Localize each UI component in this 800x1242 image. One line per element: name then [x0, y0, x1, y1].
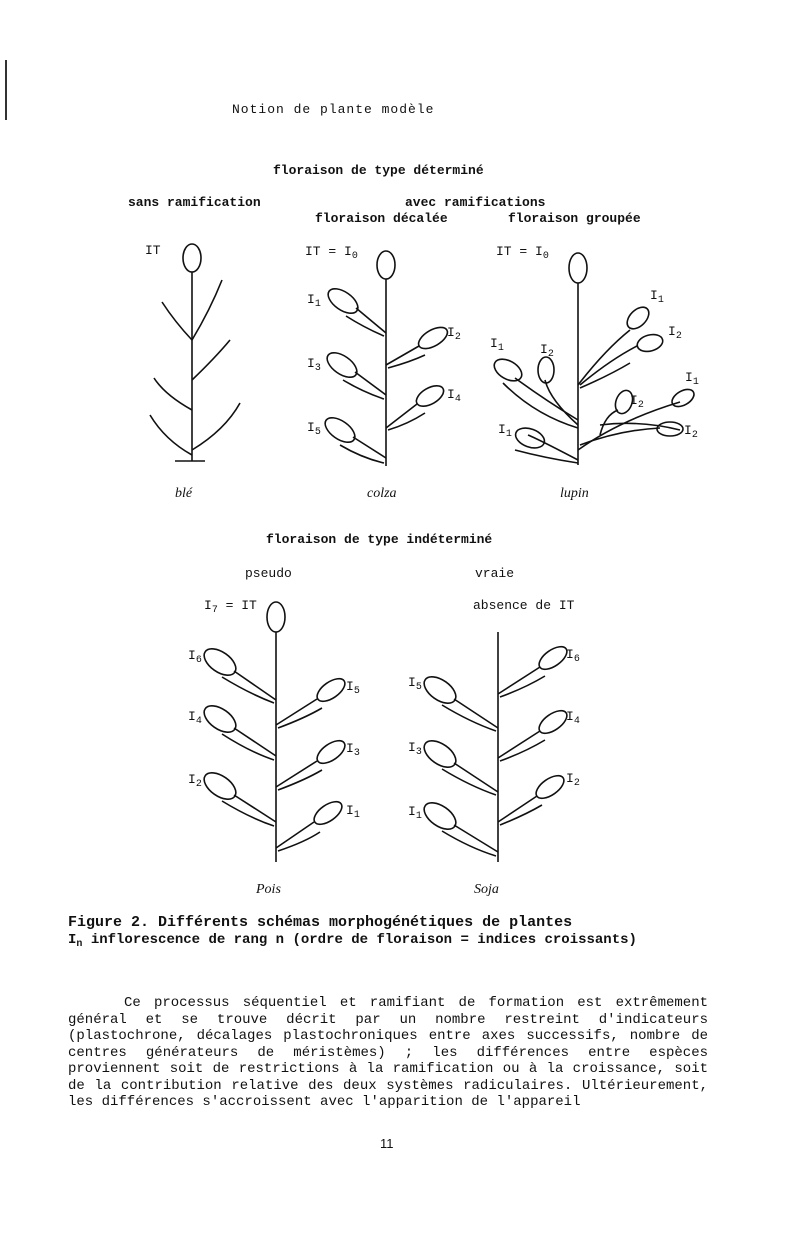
- ble-name: blé: [175, 486, 193, 501]
- pois-label-i2: $I_2$: [188, 772, 202, 790]
- colza-label-i5: $I_5$: [307, 420, 321, 438]
- lupin-name: lupin: [560, 486, 589, 501]
- lupin-label-i1a: $I_1$: [490, 336, 504, 354]
- pois-name: Pois: [256, 882, 281, 897]
- pois-label-i4: $I_4$: [188, 709, 202, 727]
- grouped-label: floraison groupée: [508, 211, 641, 226]
- ble-label-it: IT: [145, 243, 161, 258]
- lupin-label-i2d: $I_2$: [684, 423, 698, 441]
- pois-label-i5: $I_5$: [346, 679, 360, 697]
- soja-top-label: absence de IT: [473, 598, 575, 613]
- pois-label-i6: $I_6$: [188, 648, 202, 666]
- lupin-label-i2a: $I_2$: [540, 342, 554, 360]
- pseudo-label: pseudo: [245, 566, 292, 581]
- pois-label-i3: $I_3$: [346, 741, 360, 759]
- figure-caption-title: Figure 2. Différents schémas morphogénétiques de plantes: [68, 914, 573, 931]
- soja-plant: [420, 632, 571, 862]
- ble-plant: [150, 244, 240, 461]
- colza-plant: [321, 251, 451, 466]
- pois-label-i1: $I_1$: [346, 803, 360, 821]
- colza-label-top: IT = $I_0$: [305, 244, 358, 262]
- pois-top-label: $I_7$ = IT: [204, 598, 257, 616]
- lupin-label-i1d: $I_1$: [498, 422, 512, 440]
- lupin-label-i2c: $I_2$: [630, 393, 644, 411]
- soja-label-i3: $I_3$: [408, 740, 422, 758]
- soja-label-i5: $I_5$: [408, 675, 422, 693]
- soja-label-i2: $I_2$: [566, 771, 580, 789]
- lupin-label-i2b: $I_2$: [668, 324, 682, 342]
- figure-caption-line2: $I_n$ inflorescence de rang n (ordre de floraison = indices croissants): [68, 932, 637, 950]
- no-branch-label: sans ramification: [128, 195, 261, 210]
- soja-label-i4: $I_4$: [566, 709, 580, 727]
- colza-name: colza: [367, 486, 397, 501]
- soja-name: Soja: [474, 882, 499, 897]
- staggered-label: floraison décalée: [315, 211, 448, 226]
- lupin-plant: [491, 253, 697, 465]
- lupin-label-top: IT = $I_0$: [496, 244, 549, 262]
- colza-label-i4: $I_4$: [447, 387, 461, 405]
- pois-plant: [200, 602, 349, 862]
- lupin-label-i1c: $I_1$: [685, 370, 699, 388]
- with-branch-label: avec ramifications: [405, 195, 546, 210]
- colza-label-i1: $I_1$: [307, 292, 321, 310]
- caption-line2-text: inflorescence de rang n (ordre de floraison = indices croissants): [90, 932, 637, 948]
- indeterminate-title: floraison de type indéterminé: [266, 532, 493, 547]
- true-type-label: vraie: [475, 566, 515, 581]
- running-title: Notion de plante modèle: [232, 102, 435, 117]
- lupin-label-i1b: $I_1$: [650, 288, 664, 306]
- colza-label-i2: $I_2$: [447, 325, 461, 343]
- soja-label-i6: $I_6$: [566, 647, 580, 665]
- soja-label-i1: $I_1$: [408, 804, 422, 822]
- determinate-title: floraison de type déterminé: [273, 163, 484, 178]
- colza-label-i3: $I_3$: [307, 356, 321, 374]
- body-paragraph: Ce processus séquentiel et ramifiant de formation est extrêmement général et se trouve décrit par un nombre restreint d'indicateurs (plastochrone, décalages plastochroniques entre axes successifs, nombre de centres générateurs de méristèmes) ; les différences entre espèces proviennent soit de restrictions à la ramification ou à la croissance, soit de la contribution relative des deux systèmes radiculaires. Ultérieurement, les différences s'accroissent avec l'apparition de l'appareil: [68, 995, 708, 1110]
- page-number: 11: [380, 1136, 394, 1151]
